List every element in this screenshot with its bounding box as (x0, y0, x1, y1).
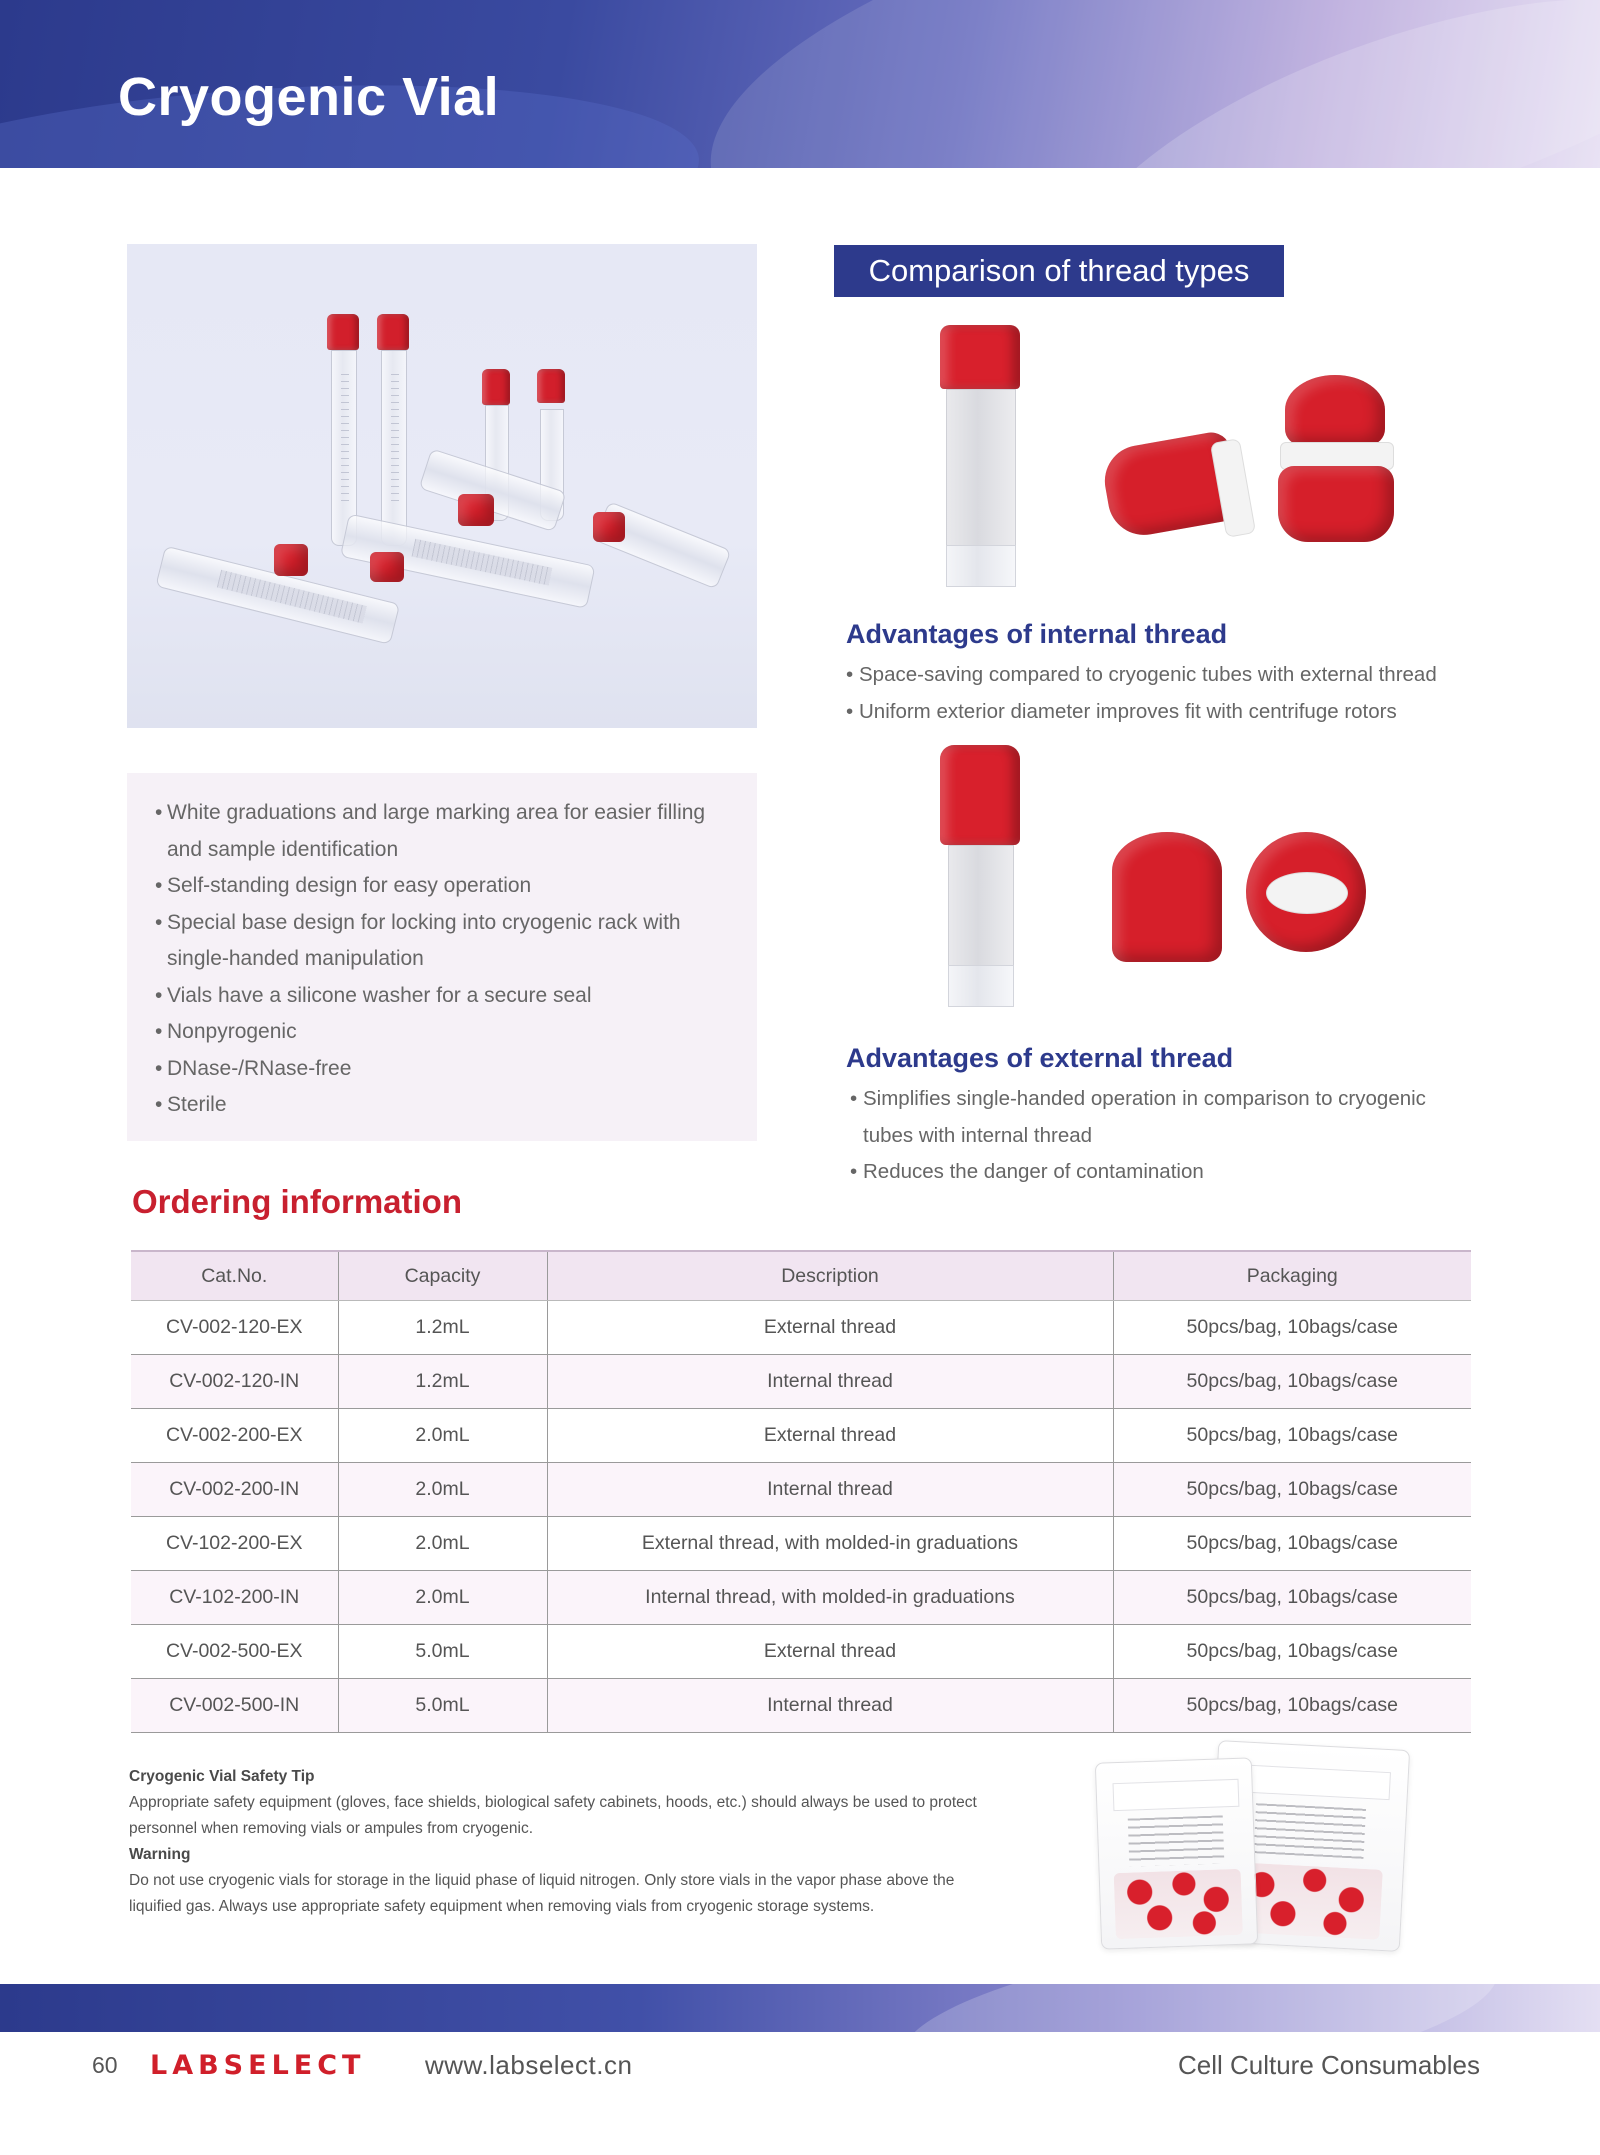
table-header-row (131, 1251, 1471, 1301)
cell-packaging: 50pcs/bag, 10bags/case (1113, 1355, 1471, 1409)
section-title: Cell Culture Consumables (1177, 2050, 1480, 2080)
external-thread-point: • Reduces the danger of contamination (850, 1154, 1470, 1191)
cell-cat-no: CV-002-500-EX (131, 1625, 338, 1679)
column-header: Packaging (1113, 1251, 1471, 1301)
washer-illustration (1210, 438, 1256, 538)
table-row (131, 1301, 1471, 1355)
feature-item: • Sterile (155, 1087, 737, 1124)
internal-thread-point: • Uniform exterior diameter improves fit with centrifuge rotors (846, 694, 1486, 731)
cap-illustration (458, 494, 494, 526)
cell-capacity: 5.0mL (338, 1625, 547, 1679)
cap-illustration (370, 552, 404, 582)
external-thread-heading: Advantages of external thread (846, 1043, 1234, 1073)
cell-description: Internal thread (547, 1355, 1113, 1409)
cell-cat-no: CV-002-500-IN (131, 1679, 338, 1733)
cell-capacity: 1.2mL (338, 1301, 547, 1355)
external-thread-point: • Simplifies single-handed operation in comparison to cryogenic tubes with internal thread (850, 1081, 1470, 1154)
table-row (131, 1679, 1471, 1733)
internal-thread-vial-illustration (940, 325, 1020, 585)
external-thread-vial-illustration (940, 745, 1020, 1005)
column-header: Cat.No. (131, 1251, 338, 1301)
cell-capacity: 2.0mL (338, 1409, 547, 1463)
cell-packaging: 50pcs/bag, 10bags/case (1113, 1463, 1471, 1517)
internal-cap-top-illustration (1285, 375, 1385, 445)
warning-heading: Warning (129, 1846, 191, 1863)
ordering-title: Ordering information (132, 1183, 462, 1220)
website-link[interactable]: www.labselect.cn (425, 2050, 633, 2080)
page-title: Cryogenic Vial (118, 67, 500, 127)
cell-packaging: 50pcs/bag, 10bags/case (1113, 1409, 1471, 1463)
vial-illustration (377, 314, 409, 544)
table-row (131, 1625, 1471, 1679)
cap-illustration (593, 512, 625, 542)
internal-thread-point: • Space-saving compared to cryogenic tubes with external thread (846, 657, 1486, 694)
safety-notes (129, 1764, 1009, 1920)
feature-item: • White graduations and large marking area for easier filling and sample identification (155, 795, 737, 868)
header-banner (0, 0, 1600, 168)
ordering-table (131, 1250, 1471, 1733)
features-panel (127, 773, 757, 1141)
table-row (131, 1571, 1471, 1625)
cell-cat-no: CV-002-200-EX (131, 1409, 338, 1463)
cell-capacity: 1.2mL (338, 1355, 547, 1409)
safety-heading: Cryogenic Vial Safety Tip (129, 1768, 315, 1785)
product-photo (127, 244, 757, 728)
vial-illustration (327, 314, 359, 544)
cell-packaging: 50pcs/bag, 10bags/case (1113, 1625, 1471, 1679)
feature-item: • Nonpyrogenic (155, 1014, 737, 1051)
column-header: Capacity (338, 1251, 547, 1301)
footer-band (0, 1984, 1600, 2032)
internal-thread-heading: Advantages of internal thread (846, 619, 1228, 649)
cell-capacity: 2.0mL (338, 1571, 547, 1625)
washer-illustration (1266, 872, 1348, 914)
cell-capacity: 5.0mL (338, 1679, 547, 1733)
cell-description: External thread (547, 1625, 1113, 1679)
table-row (131, 1409, 1471, 1463)
feature-item: • DNase-/RNase-free (155, 1051, 737, 1088)
internal-thread-list (846, 657, 1486, 730)
cell-capacity: 2.0mL (338, 1463, 547, 1517)
column-header: Description (547, 1251, 1113, 1301)
cell-packaging: 50pcs/bag, 10bags/case (1113, 1679, 1471, 1733)
comparison-title: Comparison of thread types (834, 245, 1284, 297)
page-number: 60 (92, 2052, 118, 2078)
cell-packaging: 50pcs/bag, 10bags/case (1113, 1571, 1471, 1625)
cell-description: Internal thread (547, 1463, 1113, 1517)
cell-cat-no: CV-002-200-IN (131, 1463, 338, 1517)
internal-cap-bottom-illustration (1278, 466, 1394, 542)
cell-packaging: 50pcs/bag, 10bags/case (1113, 1517, 1471, 1571)
cell-cat-no: CV-002-120-EX (131, 1301, 338, 1355)
feature-item: • Special base design for locking into cryogenic rack with single-handed manipulation (155, 905, 737, 978)
warning-text: Do not use cryogenic vials for storage in the liquid phase of liquid nitrogen. Only store vials in the vapor phase above the liquified gas. Always use appropriate safety equipment when removing vials from cryogenic storage systems. (129, 1872, 955, 1915)
brand-logo: LABSELECT (150, 2050, 366, 2081)
cell-capacity: 2.0mL (338, 1517, 547, 1571)
table-row (131, 1355, 1471, 1409)
cell-description: Internal thread, with molded-in graduations (547, 1571, 1113, 1625)
cell-description: Internal thread (547, 1679, 1113, 1733)
table-row (131, 1517, 1471, 1571)
safety-text: Appropriate safety equipment (gloves, face shields, biological safety cabinets, hoods, etc.) should always be used to protect personnel when removing vials or ampules from cryogenic. (129, 1794, 977, 1837)
cell-description: External thread, with molded-in graduations (547, 1517, 1113, 1571)
cell-cat-no: CV-102-200-EX (131, 1517, 338, 1571)
feature-item: • Vials have a silicone washer for a secure seal (155, 978, 737, 1015)
cell-description: External thread (547, 1409, 1113, 1463)
cell-packaging: 50pcs/bag, 10bags/case (1113, 1301, 1471, 1355)
external-cap-illustration (1112, 832, 1222, 962)
cell-cat-no: CV-102-200-IN (131, 1571, 338, 1625)
external-thread-list (850, 1081, 1470, 1191)
table-row (131, 1463, 1471, 1517)
cap-illustration (274, 544, 308, 576)
feature-item: • Self-standing design for easy operation (155, 868, 737, 905)
cell-description: External thread (547, 1301, 1113, 1355)
cell-cat-no: CV-002-120-IN (131, 1355, 338, 1409)
